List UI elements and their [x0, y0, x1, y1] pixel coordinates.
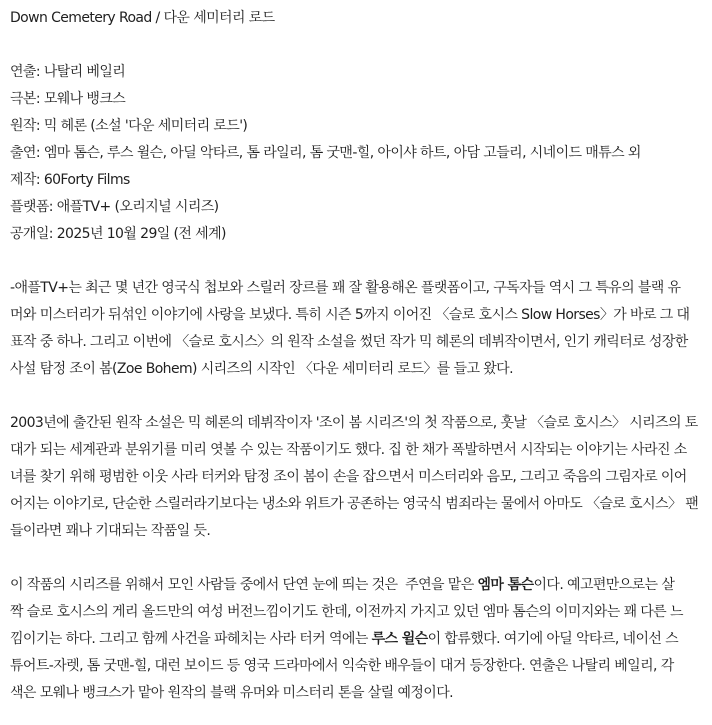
article [10, 5, 704, 707]
paragraph-intro [10, 275, 704, 383]
credit-cast: 출연: 엠마 톰슨, 루스 윌슨, 아딜 악타르, 톰 라일리, 톰 굿맨-힐, 아이샤 하트, 아담 고들리, 시네이드 매튜스 외 [10, 145, 641, 161]
paragraph-line: -애플TV+는 최근 몇 년간 영국식 첩보와 스릴러 장르를 꽤 잘 활용해온 플랫폼이고, 구독자들 역시 그 특유의 블랙 유 [10, 280, 681, 296]
paragraph-line: 들이라면 꽤나 기대되는 작품일 듯. [10, 523, 211, 539]
paragraph-line: 표작 중 하나. 그리고 이번에 〈슬로 호시스〉의 원작 소설을 썼던 작가 믹 헤론의 데뷔작이면서, 인기 캐릭터로 성장한 [10, 334, 688, 350]
paragraph-line: 사설 탐정 조이 봄(Zoe Bohem) 시리즈의 시작인 〈다운 세미터리 로드〉를 들고 왔다. [10, 361, 513, 377]
paragraph-line: 2003년에 출간된 원작 소설은 믹 헤론의 데뷔작이자 '조이 봄 시리즈'의 첫 작품으로, 훗날 〈슬로 호시스〉 시리즈의 토 [10, 415, 698, 431]
text-segment: 이 합류했다. 여기에 아딜 악타르, 네이선 스 튜어트-자렛, 톰 굿맨-힐, 대런 보이드 등 영국 드라마에서 익숙한 배우들이 대거 등장한다. 연출은 나탈리 베일리, 각 색은 모웨나 뱅크스가 맡아 원작의 블랙 유머와 미스터리 톤을 살릴 예정이다. [10, 631, 679, 701]
paragraph-cast-text [10, 572, 704, 707]
paragraph-line: 녀를 찾기 위해 평범한 이웃 사라 터커와 탐정 조이 봄이 손을 잡으면서 미스터리와 음모, 그리고 죽음의 그림자로 이어 [10, 469, 687, 485]
text-segment: 이다. 예고편만으로는 살 짝 슬로 호시스의 게리 올드만의 여성 버전느낌이기도 한데, 이전까지 가지고 있던 엠마 톰슨의 이미지와는 꽤 다른 느 낌이기는 하다. 그리고 함께 사건을 파헤치는 사라 터커 역에는 [10, 577, 683, 647]
paragraph-line: 대가 되는 세계관과 분위기를 미리 엿볼 수 있는 작품이기도 했다. 집 한 채가 폭발하면서 시작되는 이야기는 사라진 소 [10, 442, 687, 458]
credit-production: 제작: 60Forty Films [10, 172, 130, 188]
article-title: Down Cemetery Road / 다운 세미터리 로드 [10, 10, 275, 26]
paragraph-line: 어지는 이야기로, 단순한 스릴러라기보다는 냉소와 위트가 공존하는 영국식 범죄라는 물에서 아마도 〈슬로 호시스〉 팬 [10, 496, 699, 512]
actor-name-ruth-wilson: 루스 윌슨 [371, 631, 428, 647]
actor-name-emma-thompson: 엠마 톰슨 [477, 577, 534, 593]
credit-original-work: 원작: 믹 헤론 (소설 '다운 세미터리 로드') [10, 118, 248, 134]
paragraph-line: 머와 미스터리가 뒤섞인 이야기에 사랑을 보냈다. 특히 시즌 5까지 이어진 〈슬로 호시스 Slow Horses〉가 바로 그 대 [10, 307, 690, 323]
credits-block [10, 59, 704, 248]
credit-release-date: 공개일: 2025년 10월 29일 (전 세계) [10, 226, 226, 242]
credit-platform: 플랫폼: 애플TV+ (오리지널 시리즈) [10, 199, 219, 215]
paragraph-original-novel [10, 410, 704, 545]
credit-director: 연출: 나탈리 베일리 [10, 64, 126, 80]
paragraph-cast [10, 572, 704, 707]
credit-writer: 극본: 모웨나 뱅크스 [10, 91, 126, 107]
text-segment: 이 작품의 시리즈를 위해서 모인 사람들 중에서 단연 눈에 띄는 것은 주연을 맡은 [10, 577, 478, 593]
